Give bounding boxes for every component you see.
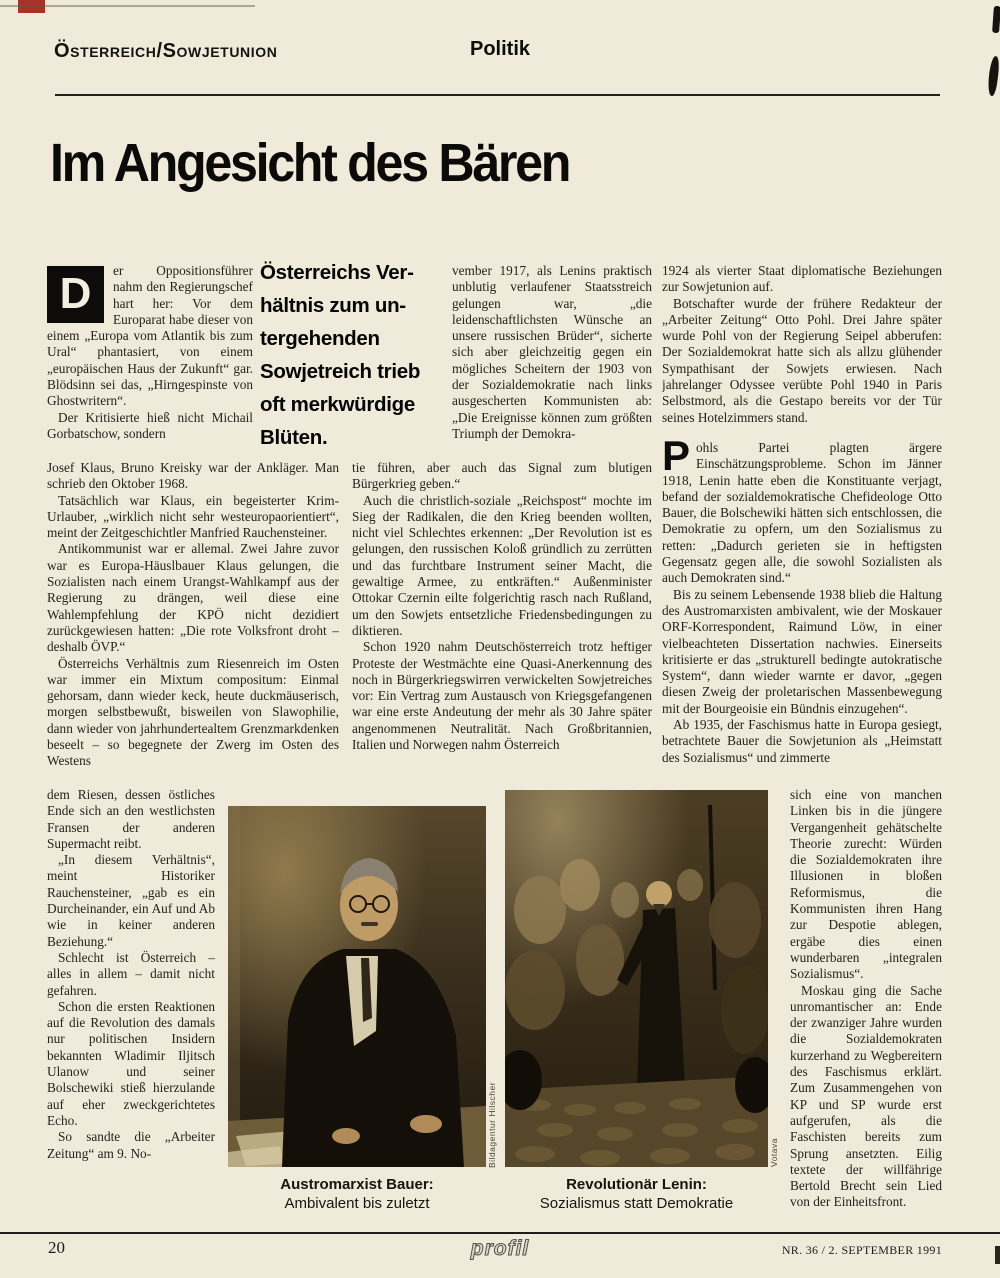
article-col1-wide: Josef Klaus, Bruno Kreisky war der Ankläger. Man schrieb den Oktober 1968. Tatsächlich war Klaus, ein begeisterter Krim-Urlauber, „wirklich nicht sehr westeuropaorientiert“, meint der Zeitgeschichtler Manfried Rauchensteiner. Antikommunist war er allemal. Zwei Jahre zuvor war es Europa-Häuslbauer Klaus gelungen, die Sozialisten nach einem Urangst-Wahlkampf aus der Regierung zu drängen, weil diese eine Wahlempfehlung der KPÖ nicht dezidiert zurückgewiesen hatten: „Die rote Volksfront droht – deshalb ÖVP.“ Österreichs Verhältnis zum Riesenreich im Osten war immer ein Mixtum compositum: Einmal gehorsam, dann wieder keck, heute duckmäuserisch, morgen selbstbewußt, bisweilen von Slawophilie, dann wieder von jahrhundertealtem Grenzmarkdenken beseelt – so begegnete der Zwerg im Osten des Westens xyxy=(47,460,339,769)
article-col3-narrow: sich eine von manchen Linken bis in die jüngere Vergangenheit gehätschelte Theorie zurecht: Würden die Sozialdemokraten ihre Illusionen in bloßen Reformismus, die Kommunisten ihren Hang zur Despotie ablegen, ergäbe dies einen wunderbaren „integralen Sozialismus“. Moskau ging die Sache unromantischer an: Ende der zwanziger Jahre wurden die Sozialdemokraten kurzerhand zu Wegbereitern des Faschismus erklärt. Zum Zusammengehen von KP und SP wurde erst aufgerufen, als die Faschisten bereits zum Sprung ansetzten. Eilig textete der willfährige Bertold Brecht sein Lied von der Einheitsfront. xyxy=(790,787,942,1210)
magazine-logo: profil xyxy=(470,1237,530,1260)
binding-mark-upper xyxy=(987,56,1000,97)
caption-subtitle: Ambivalent bis zuletzt xyxy=(284,1195,430,1212)
header-rule xyxy=(55,94,940,96)
bauer-photo xyxy=(228,806,486,1167)
article-col3-main xyxy=(662,440,942,788)
lenin-photo xyxy=(505,790,768,1167)
article-col2-top: vember 1917, als Lenins praktisch unblutig verlaufener Staatsstreich gelungen war, „die leidenschaftlichsten Wünsche an unsere russischen Brüder“, sicherte sich aber gleichzeitig gegen ein mögliches Scheitern der 1903 von der Sozialdemokratie nach links ausgescherten Kommunisten ab: „Die Ereignisse können zum größten Triumph der Demokra- xyxy=(452,263,652,441)
article-col2-rest: tie führen, aber auch das Signal zum blutigen Bürgerkrieg geben.“ Auch die christlich-soziale „Reichspost“ mochte im Sieg der Radikalen, die den Krieg beenden wollten, nicht viel Schlechtes erkennen: „Der Revolution ist es gelungen, den russischen Koloß gründlich zu zerrütten und das furchtbare Instrument seiner Macht, die gewaltige Armee, zu entkräften.“ Außenminister Ottokar Czernin eilte folgerichtig rasch nach Rußland, um den Sowjets entsetzliche Friedensbedingungen zu diktieren. Schon 1920 nahm Deutschösterreich trotz heftiger Proteste der Westmächte eine Quasi-Anerkennung des noch in Bürgerkriegswirren verwickelten Sowjetreiches vor: Ein Vertrag zum Austausch von Kriegsgefangenen war eine erste Andeutung der mehr als 30 Jahre später angenommenen Neutralität. Nach Großbritannien, Italien und Norwegen nahm Österreich xyxy=(352,460,652,753)
article-text: er Oppositionsführer nahm den Regierungschef hart her: Vor dem Europarat habe dieser von einem „Europa vom Atlantik bis zum Ural“ phantasiert, von einem „europäischen Haus der Zukunft“ gar. Blödsinn sei das, „Hirngespinste von Ghostwritern“. Der Kritisierte hieß nicht Michail Gorbatschow, sondern xyxy=(47,263,253,441)
article-col3-top: 1924 als vierter Staat diplomatische Beziehungen zur Sowjetunion auf. Botschafter wurde der frühere Redakteur der „Arbeiter Zeitung“ Otto Pohl. Drei Jahre später wurde Pohl von der Regierung Seipel abberufen: Der Sozialdemokrat hatte sich als allzu glühender Sympathisant der Sowjets erwiesen. Nach jahrelanger Odyssee verübte Pohl 1940 in Paris Selbstmord, als die Gestapo bereits vor der Tür seines Hotelzimmers stand. xyxy=(662,263,942,425)
caption-bauer xyxy=(228,1176,486,1212)
issue-date: NR. 36 / 2. SEPTEMBER 1991 xyxy=(781,1243,942,1257)
photo-credit-lenin: Votava xyxy=(769,1138,779,1167)
caption-subtitle: Sozialismus statt Demokratie xyxy=(539,1195,734,1212)
page-number: 20 xyxy=(48,1238,65,1257)
article-text: ohls Partei plagten ärgere Einschätzungsprobleme. Schon im Jänner 1918, Lenin hatte eben die Konstituante verjagt, befand der sozialdemokratische Chefideologe Otto Bauer, die Bolschewiki hätten sich entschlossen, die Demokratie zu opfern, um den Sozialismus zu retten: „Dadurch gerieten sie in heftigsten Gegensatz gegen alle, die sowohl Sozialisten als auch Demokraten sind.“ Bis zu seinem Lebensende 1938 blieb die Haltung des Austromarxisten ambivalent, wie der Moskauer ORF-Korrespondent, Raimund Löw, in einer vielbeachteten Dissertation nachwies. Einerseits kritisierte er das „strukturell bedingte autokratische System“, dann wieder warnte er davor, „gegen diesen Zweig der proletarischen Massenbewegung mit der Bourgeoisie ein Bündnis einzugehen“. Ab 1935, der Faschismus hatte in Europa gesiegt, betrachtete Bauer die Sowjetunion als „Heimstatt des Sozialismus“ und zimmerte xyxy=(662,440,942,765)
drop-cap-d: D xyxy=(47,266,104,323)
kicker: Österreich/Sowjetunion xyxy=(54,40,278,62)
caption-lenin xyxy=(505,1176,768,1212)
photo-credit-bauer: Bildagentur Hilscher xyxy=(487,1081,497,1168)
footer-rule xyxy=(0,1232,1000,1234)
caption-title: Revolutionär Lenin: xyxy=(566,1176,707,1193)
drop-cap-p: P xyxy=(662,440,691,479)
pull-quote: Österreichs Ver- hältnis zum un- tergehenden Sowjetreich trieb oft merkwürdige Blüten. xyxy=(260,261,421,449)
binding-mark-top xyxy=(992,6,1000,33)
page-edge-line xyxy=(0,5,255,7)
article-col1-top xyxy=(47,263,253,460)
article-col1-narrow: dem Riesen, dessen östliches Ende sich an den westlichsten Fransen der anderen Supermacht reibt. „In diesem Verhältnis“, meint Historiker Rauchensteiner, „gab es ein Durcheinander, ein Auf und Ab wie in keiner anderen Beziehung.“ Schlecht ist Österreich – alles in allem – damit nicht gefahren. Schon die ersten Reaktionen auf die Revolution des damals nur politischen Insidern bekannten Wladimir Iljitsch Ulanow und seiner Bolschewiki stieß hierzulande auf eher zweckgerichtetes Echo. So sandte die „Arbeiter Zeitung“ am 9. No- xyxy=(47,787,215,1161)
headline: Im Angesicht des Bären xyxy=(50,133,570,194)
section-label: Politik xyxy=(469,38,530,60)
caption-title: Austromarxist Bauer: xyxy=(280,1176,434,1193)
